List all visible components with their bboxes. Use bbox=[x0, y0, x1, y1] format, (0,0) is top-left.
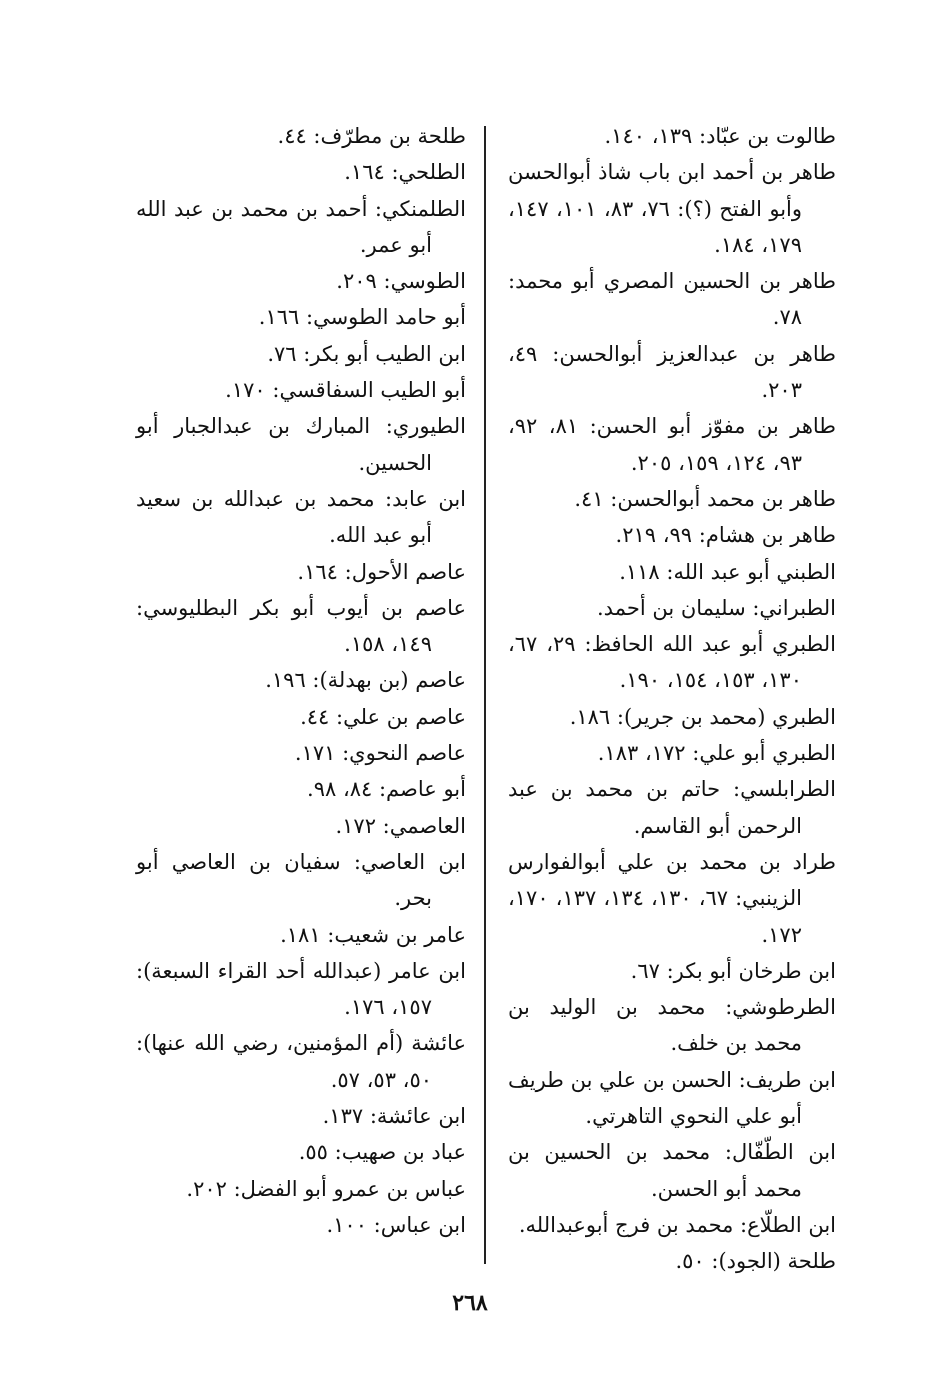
index-entry: الطبني أبو عبد الله: ١١٨. bbox=[619, 559, 836, 584]
index-entry: الطبري (محمد بن جرير): ١٨٦. bbox=[569, 704, 836, 729]
index-entry: عاصم النحوي: ١٧١. bbox=[294, 741, 466, 766]
index-entry: طراد بن محمد بن علي أبوالفوارس الزينبي: ٦٧، ١٣٠، ١٣٤، ١٣٧، ١٧٠، ١٧٢. bbox=[508, 849, 836, 947]
index-entry: طاهر بن عبدالعزيز أبوالحسن: ٤٩، ٢٠٣. bbox=[508, 341, 836, 403]
index-entry: ابن عابد: محمد بن عبدالله بن سعيد أبو عبد الله. bbox=[136, 486, 466, 548]
index-entry: عاصم الأحول: ١٦٤. bbox=[297, 559, 466, 584]
index-entry: الطبري أبو علي: ١٧٢، ١٨٣. bbox=[597, 741, 836, 766]
index-entry: عباد بن صهيب: ٥٥. bbox=[298, 1140, 466, 1165]
index-entry: عائشة (أم المؤمنين، رضي الله عنها): ٥٠، ٥٣، ٥٧. bbox=[136, 1031, 466, 1092]
page-number: ٢٦٨ bbox=[452, 1290, 488, 1316]
index-entry: طاهر بن مفوّز أبو الحسن: ٨١، ٩٢، ٩٣، ١٢٤، ١٥٩، ٢٠٥. bbox=[508, 414, 836, 475]
index-entry: الطبراني: سليمان بن أحمد. bbox=[597, 595, 836, 620]
index-entry: عاصم (بن بهدلة): ١٩٦. bbox=[265, 668, 466, 693]
index-entry: طاهر بن الحسين المصري أبو محمد: ٧٨. bbox=[508, 269, 836, 330]
index-entry: الطرطوشي: محمد بن الوليد بن محمد بن خلف. bbox=[508, 995, 836, 1056]
index-entry: الطلمنكي: أحمد بن محمد بن عبد الله أبو عمر. bbox=[136, 196, 466, 257]
index-entry: طلحة (الجود): ٥٠. bbox=[675, 1249, 836, 1274]
index-entry: الطبري أبو عبد الله الحافظ: ٢٩، ٦٧، ١٣٠، ١٥٣، ١٥٤، ١٩٠. bbox=[508, 632, 837, 693]
index-entry: الطيوري: المبارك بن عبدالجبار أبو الحسين. bbox=[136, 414, 466, 475]
index-entry: طالوت بن عبّاد: ١٣٩، ١٤٠. bbox=[604, 124, 836, 148]
index-entry: عاصم بن أيوب أبو بكر البطليوسي: ١٤٩، ١٥٨. bbox=[136, 595, 466, 657]
index-column-right bbox=[508, 118, 836, 1280]
index-entry: طاهر بن هشام: ٩٩، ٢١٩. bbox=[615, 523, 836, 548]
index-entry: ابن عامر (عبدالله أحد القراء السبعة): ١٥٧، ١٧٦. bbox=[136, 958, 466, 1020]
index-entry: عاصم بن علي: ٤٤. bbox=[300, 704, 466, 729]
index-entry: الطرابلسي: حاتم بن محمد بن عبد الرحمن أبو القاسم. bbox=[508, 777, 836, 838]
index-entry: عباس بن عمرو أبو الفضل: ٢٠٢. bbox=[186, 1176, 466, 1201]
index-entry: عامر بن شعيب: ١٨١. bbox=[280, 922, 466, 947]
index-entry: ابن طريف: الحسن بن علي بن طريف أبو علي النحوي التاهرتي. bbox=[508, 1067, 836, 1129]
index-entry: أبو عاصم: ٨٤، ٩٨. bbox=[307, 777, 466, 802]
index-entry: ابن عباس: ١٠٠. bbox=[326, 1212, 466, 1237]
index-entry: الطوسي: ٢٠٩. bbox=[336, 269, 466, 294]
index-entry: أبو حامد الطوسي: ١٦٦. bbox=[258, 305, 466, 330]
index-entry: طلحة بن مطرّف: ٤٤. bbox=[277, 124, 466, 148]
index-entry: طاهر بن محمد أبوالحسن: ٤١. bbox=[574, 486, 836, 511]
column-divider bbox=[484, 126, 486, 1264]
index-entry: الطلحي: ١٦٤. bbox=[344, 160, 466, 185]
index-entry: ابن طرخان أبو بكر: ٦٧. bbox=[630, 958, 836, 983]
index-entry: ابن الطيب أبو بكر: ٧٦. bbox=[267, 341, 466, 366]
index-entry: ابن العاصي: سفيان بن العاصي أبو بحر. bbox=[136, 849, 466, 911]
index-column-left bbox=[136, 118, 466, 1243]
index-entry: ابن الطلّاع: محمد بن فرج أبوعبدالله. bbox=[518, 1212, 836, 1237]
index-entry: ابن عائشة: ١٣٧. bbox=[322, 1104, 466, 1129]
index-entry: أبو الطيب السفاقسي: ١٧٠. bbox=[225, 378, 466, 403]
index-entry: ابن الطّفّال: محمد بن الحسين بن محمد أبو الحسن. bbox=[508, 1140, 836, 1201]
index-entry: العاصمي: ١٧٢. bbox=[335, 813, 466, 838]
index-entry: طاهر بن أحمد ابن باب شاذ أبوالحسن وأبو الفتح (؟): ٧٦، ٨٣، ١٠١، ١٤٧، ١٧٩، ١٨٤. bbox=[508, 160, 836, 257]
